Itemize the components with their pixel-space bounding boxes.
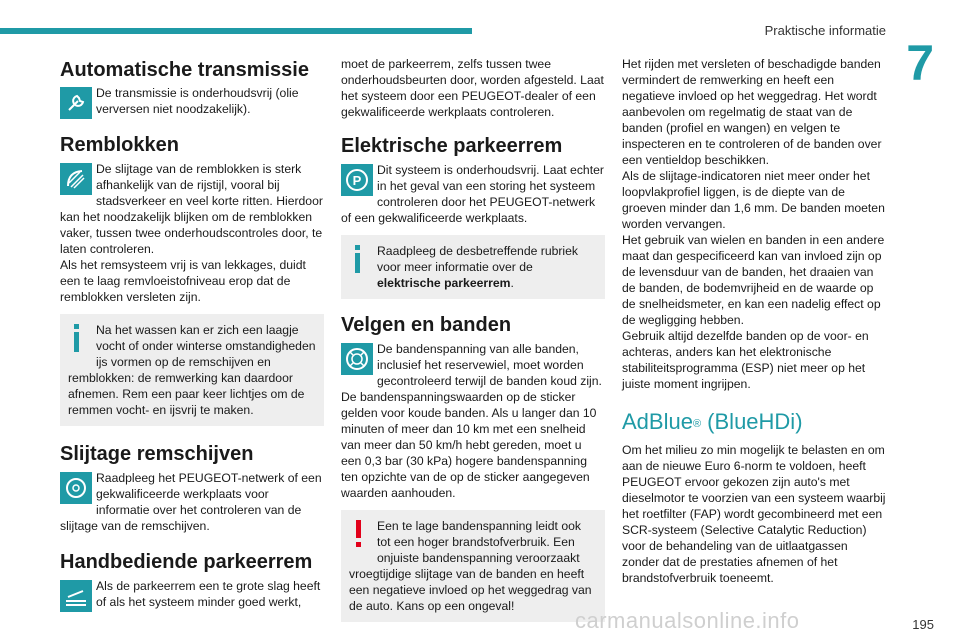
heading-automatische-transmissie: Automatische transmissie — [60, 59, 309, 81]
column-2 — [341, 56, 605, 622]
text-banden-1: Het rijden met versleten of beschadigde banden vermindert de remwerking en heeft een negatieve invloed op het weggedrag. Het wordt aanbevolen om regelmatig de staat van de banden (profiel en wangen) en velgen te inspecteren en te controleren of de banden over een ventieldop beschikken. — [622, 57, 882, 167]
para-elektrische-parkeerrem — [341, 162, 605, 226]
warning-box-bandenspanning — [341, 510, 605, 622]
heading-slijtage-remschijven: Slijtage remschijven — [60, 443, 254, 465]
text-velgen-en-banden: De bandenspanning van alle banden, inclusief het reservewiel, moet worden gecontroleerd terwijl de banden koud zijn. De bandenspanningswaarden op de sticker gelden voor koude banden. Als u langer dan 10 minuten of meer dan 10 km met een snelheid van meer dan 50 km/h hebt gereden, moet u een 0,3 bar (30 kPa) hogere bandenspanning ten opzichte van de op de sticker aangegeven waarden aanhouden. — [341, 342, 602, 500]
watermark: carmanualsonline.info — [575, 608, 800, 633]
para-remblokken — [60, 161, 324, 305]
wrench-icon — [60, 87, 92, 119]
heading-velgen-en-banden: Velgen en banden — [341, 314, 512, 336]
para-handbediende-parkeerrem — [60, 578, 324, 610]
text-info-elektrische: Raadpleeg de desbetreffende rubriek voor meer informatie over de elektrische parkeerrem. — [377, 244, 579, 290]
header-rule — [0, 28, 472, 34]
para-auto-transmissie — [60, 85, 324, 119]
para-velgen-en-banden — [341, 341, 605, 501]
warning-icon — [349, 518, 371, 552]
tyre-icon — [341, 343, 373, 375]
parking-p-icon — [341, 164, 373, 196]
column-3 — [622, 56, 886, 586]
text-elektrische-parkeerrem: Dit systeem is onderhoudsvrij. Laat echter in het geval van een storing het systeem controleren door het PEUGEOT-netwerk of een gekwalificeerde werkplaats. — [341, 163, 604, 225]
heading-handbediende-parkeerrem: Handbediende parkeerrem — [60, 551, 313, 573]
column-1 — [60, 56, 324, 612]
text-banden-4: Gebruik altijd dezelfde banden op de voor- en achteras, anders kan het elektronische stabiliteitsprogramma (ESP) niet meer op het juiste moment ingrijpen. — [622, 329, 869, 391]
svg-text:P: P — [352, 173, 362, 188]
heading-adblue: AdBlue® (BlueHDi) — [622, 409, 803, 434]
page-number: 195 — [912, 617, 934, 632]
brake-pad-icon — [60, 163, 92, 195]
info-box-elektrische-parkeerrem — [341, 235, 605, 299]
text-banden-2: Als de slijtage-indicatoren niet meer onder het loopvlakprofiel liggen, is de diepte van de groeven minder dan 1,6 mm. De banden moeten worden vervangen. — [622, 169, 885, 231]
text-info-remmen: Na het wassen kan er zich een laagje vocht of onder winterse omstandigheden ijs vormen op de remschijven en remblokken: de remwerking kan daardoor afnemen. Rem een paar keer lichtjes om de remmen vocht- en ijsvrij te maken. — [68, 323, 316, 417]
heading-elektrische-parkeerrem: Elektrische parkeerrem — [341, 135, 563, 157]
text-remblokken-1: De slijtage van de remblokken is sterk afhankelijk van de rijstijl, vooral bij stadsverkeer en veel korte ritten. Hierdoor kan het noodzakelijk blijken om de remblokken vaker, tussen twee onderhoudscontroles door, te laten controleren. — [60, 162, 323, 256]
info-box-remmen — [60, 314, 324, 426]
text-remblokken-2: Als het remsysteem vrij is van lekkages, duidt een te laag remvloeistofniveau erop dat de remblokken versleten zijn. — [60, 258, 306, 304]
chapter-number: 7 — [906, 35, 934, 91]
section-title: Praktische informatie — [764, 23, 886, 38]
brake-disc-icon — [60, 472, 92, 504]
text-handbediende-vervolg: moet de parkeerrem, zelfs tussen twee onderhoudsbeurten door, worden afgesteld. Laat het systeem door een PEUGEOT-dealer of een gekwalificeerde werkplaats controleren. — [341, 57, 604, 119]
handbrake-icon — [60, 580, 92, 612]
info-icon — [349, 243, 371, 277]
text-warning-bandenspanning: Een te lage bandenspanning leidt ook tot een hoger brandstofverbruik. Een onjuiste bandenspanning veroorzaakt vroegtijdige slijtage van de banden en heeft een negatieve invloed op het weggedrag van de auto. Kans op een ongeval! — [349, 519, 592, 613]
text-remschijven: Raadpleeg het PEUGEOT-netwerk of een gekwalificeerde werkplaats voor informatie over het controleren van de slijtage van de remschijven. — [60, 471, 322, 533]
text-handbediende-parkeerrem: Als de parkeerrem een te grote slag heeft of als het systeem minder goed werkt, — [96, 579, 321, 609]
para-remschijven — [60, 470, 324, 534]
heading-remblokken: Remblokken — [60, 134, 179, 156]
info-icon — [68, 322, 90, 356]
text-banden-3: Het gebruik van wielen en banden in een andere maat dan gespecificeerd kan van invloed zijn op de levensduur van de banden, het draaien van de banden, de bodemvrijheid en de waarde op de snelheidsmeter, en kan een nadelig effect op de wegligging hebben. — [622, 233, 885, 327]
text-auto-transmissie: De transmissie is onderhoudsvrij (olie verversen niet noodzakelijk). — [96, 86, 299, 116]
text-adblue: Om het milieu zo min mogelijk te belasten en om aan de nieuwe Euro 6-norm te voldoen, heeft PEUGEOT ervoor gekozen zijn auto's met dieselmotor te voorzien van een systeem waarbij het roetfilter (FAP) wordt gecombineerd met een SCR-systeem (Selective Catalytic Reduction) voor de behandeling van de uitlaatgassen zonder dat de prestaties afnemen of het brandstofverbruik toeneemt. — [622, 443, 886, 585]
